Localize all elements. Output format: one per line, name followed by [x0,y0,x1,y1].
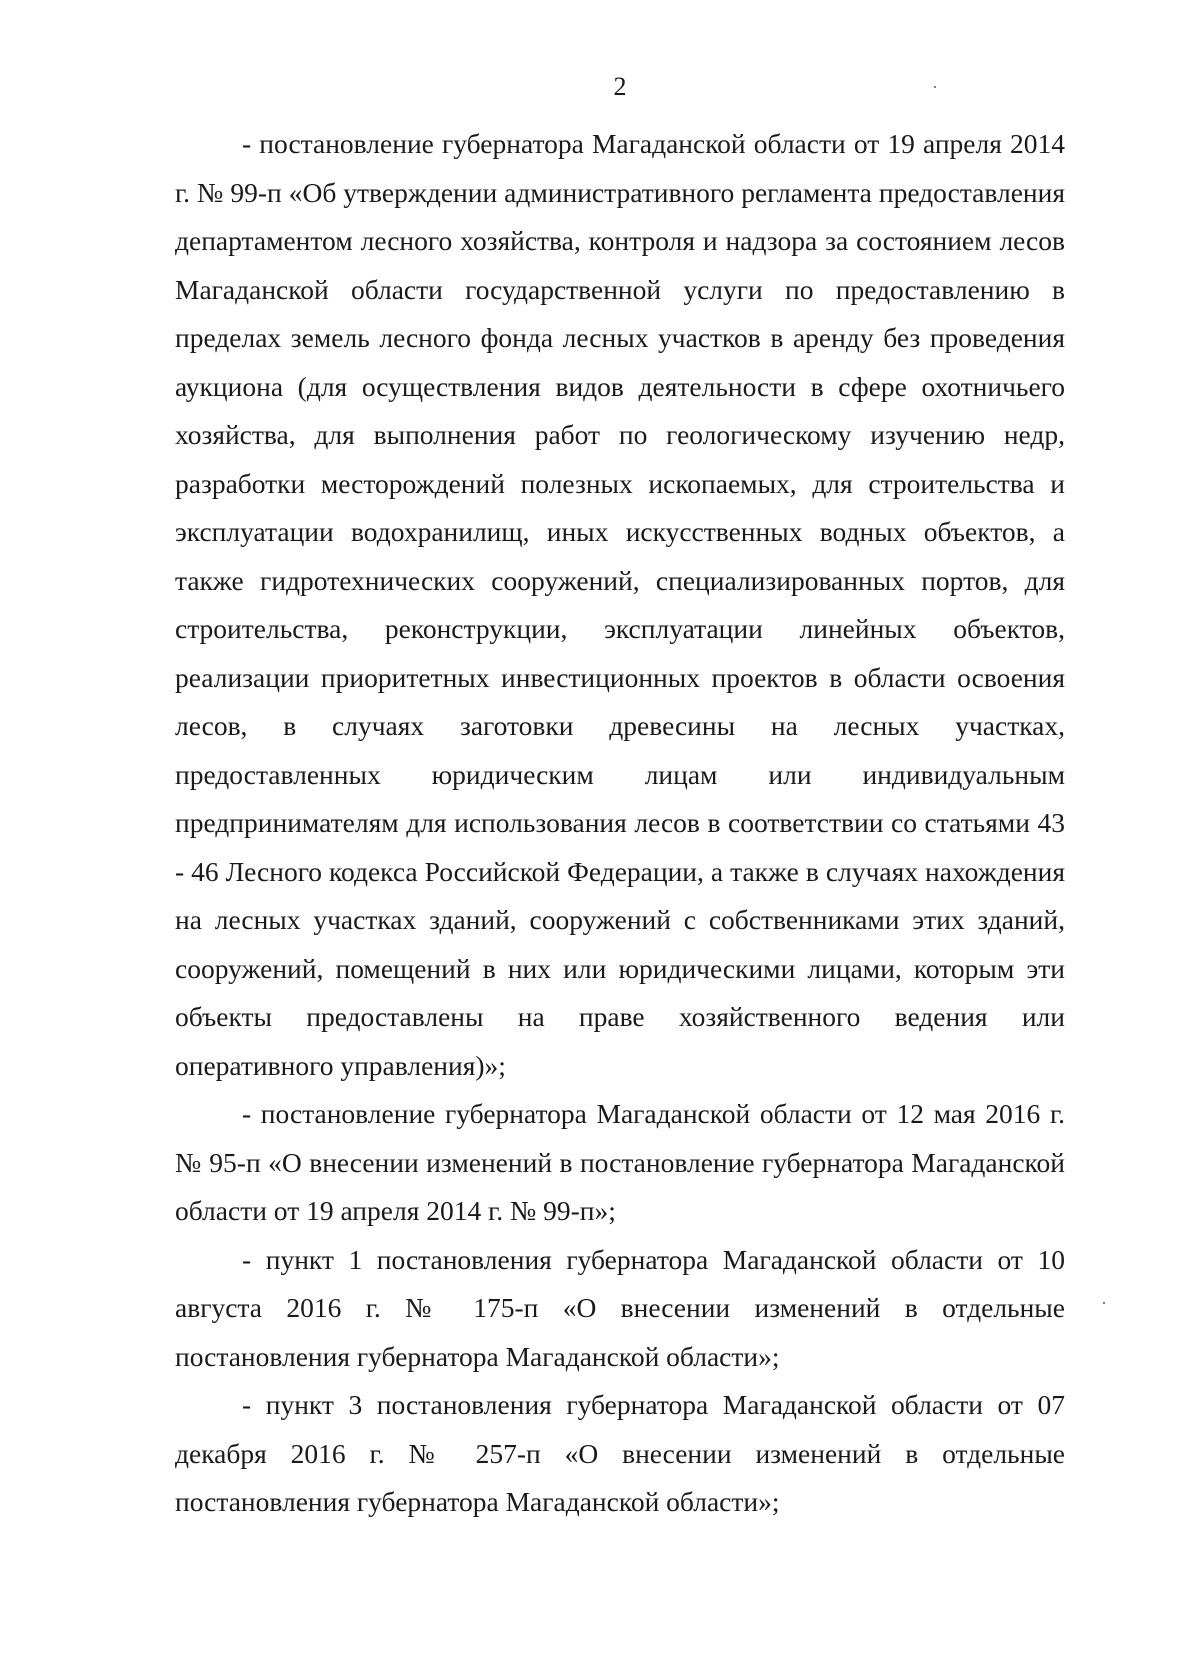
paragraph-repealed-decree-99: - постановление губернатора Магаданской области от 19 апреля 2014 г. № 99-п «Об утверждении административного регламента предоставления департаментом лесного хозяйства, контроля и надзора за состоянием лесов Магаданской области государственной услуги по предоставлению в пределах земель лесного фонда лесных участков в аренду без проведения аукциона (для осуществления видов деятельности в сфере охотничьего хозяйства, для выполнения работ по геологическому изучению недр, разработки месторождений полезных ископаемых, для строительства и эксплуатации водохранилищ, иных искусственных водных объектов, а также гидротехнических сооружений, специализированных портов, для строительства, реконструкции, эксплуатации линейных объектов, реализации приоритетных инвестиционных проектов в области освоения лесов, в случаях заготовки древесины на лесных участках, предоставленных юридическим лицам или индивидуальным предпринимателям для использования лесов в соответствии со статьями 43 - 46 Лесного кодекса Российской Федерации, а также в случаях нахождения на лесных участках зданий, сооружений с собственниками этих зданий, сооружений, помещений в них или юридическими лицами, которым эти объекты предоставлены на праве хозяйственного ведения или оперативного управления)»; [175,128,1065,1081]
scan-speck [934,86,936,88]
page-number: 2 [613,72,627,101]
paragraph-repealed-decree-95: - постановление губернатора Магаданской области от 12 мая 2016 г. № 95-п «О внесении изменений в постановление губернатора Магаданской области от 19 апреля 2014 г. № 99-п»; [175,1098,1065,1226]
paragraph-repealed-decree-175: - пункт 1 постановления губернатора Магаданской области от 10 августа 2016 г. № 175-п «О внесении изменений в отдельные постановления губернатора Магаданской области»; [175,1243,1065,1372]
paragraph-repealed-decree-257: - пункт 3 постановления губернатора Магаданской области от 07 декабря 2016 г. № 257-п «О внесении изменений в отдельные постановления губернатора Магаданской области»; [175,1389,1065,1517]
document-body [175,120,1065,1527]
scan-speck [1103,1302,1105,1304]
